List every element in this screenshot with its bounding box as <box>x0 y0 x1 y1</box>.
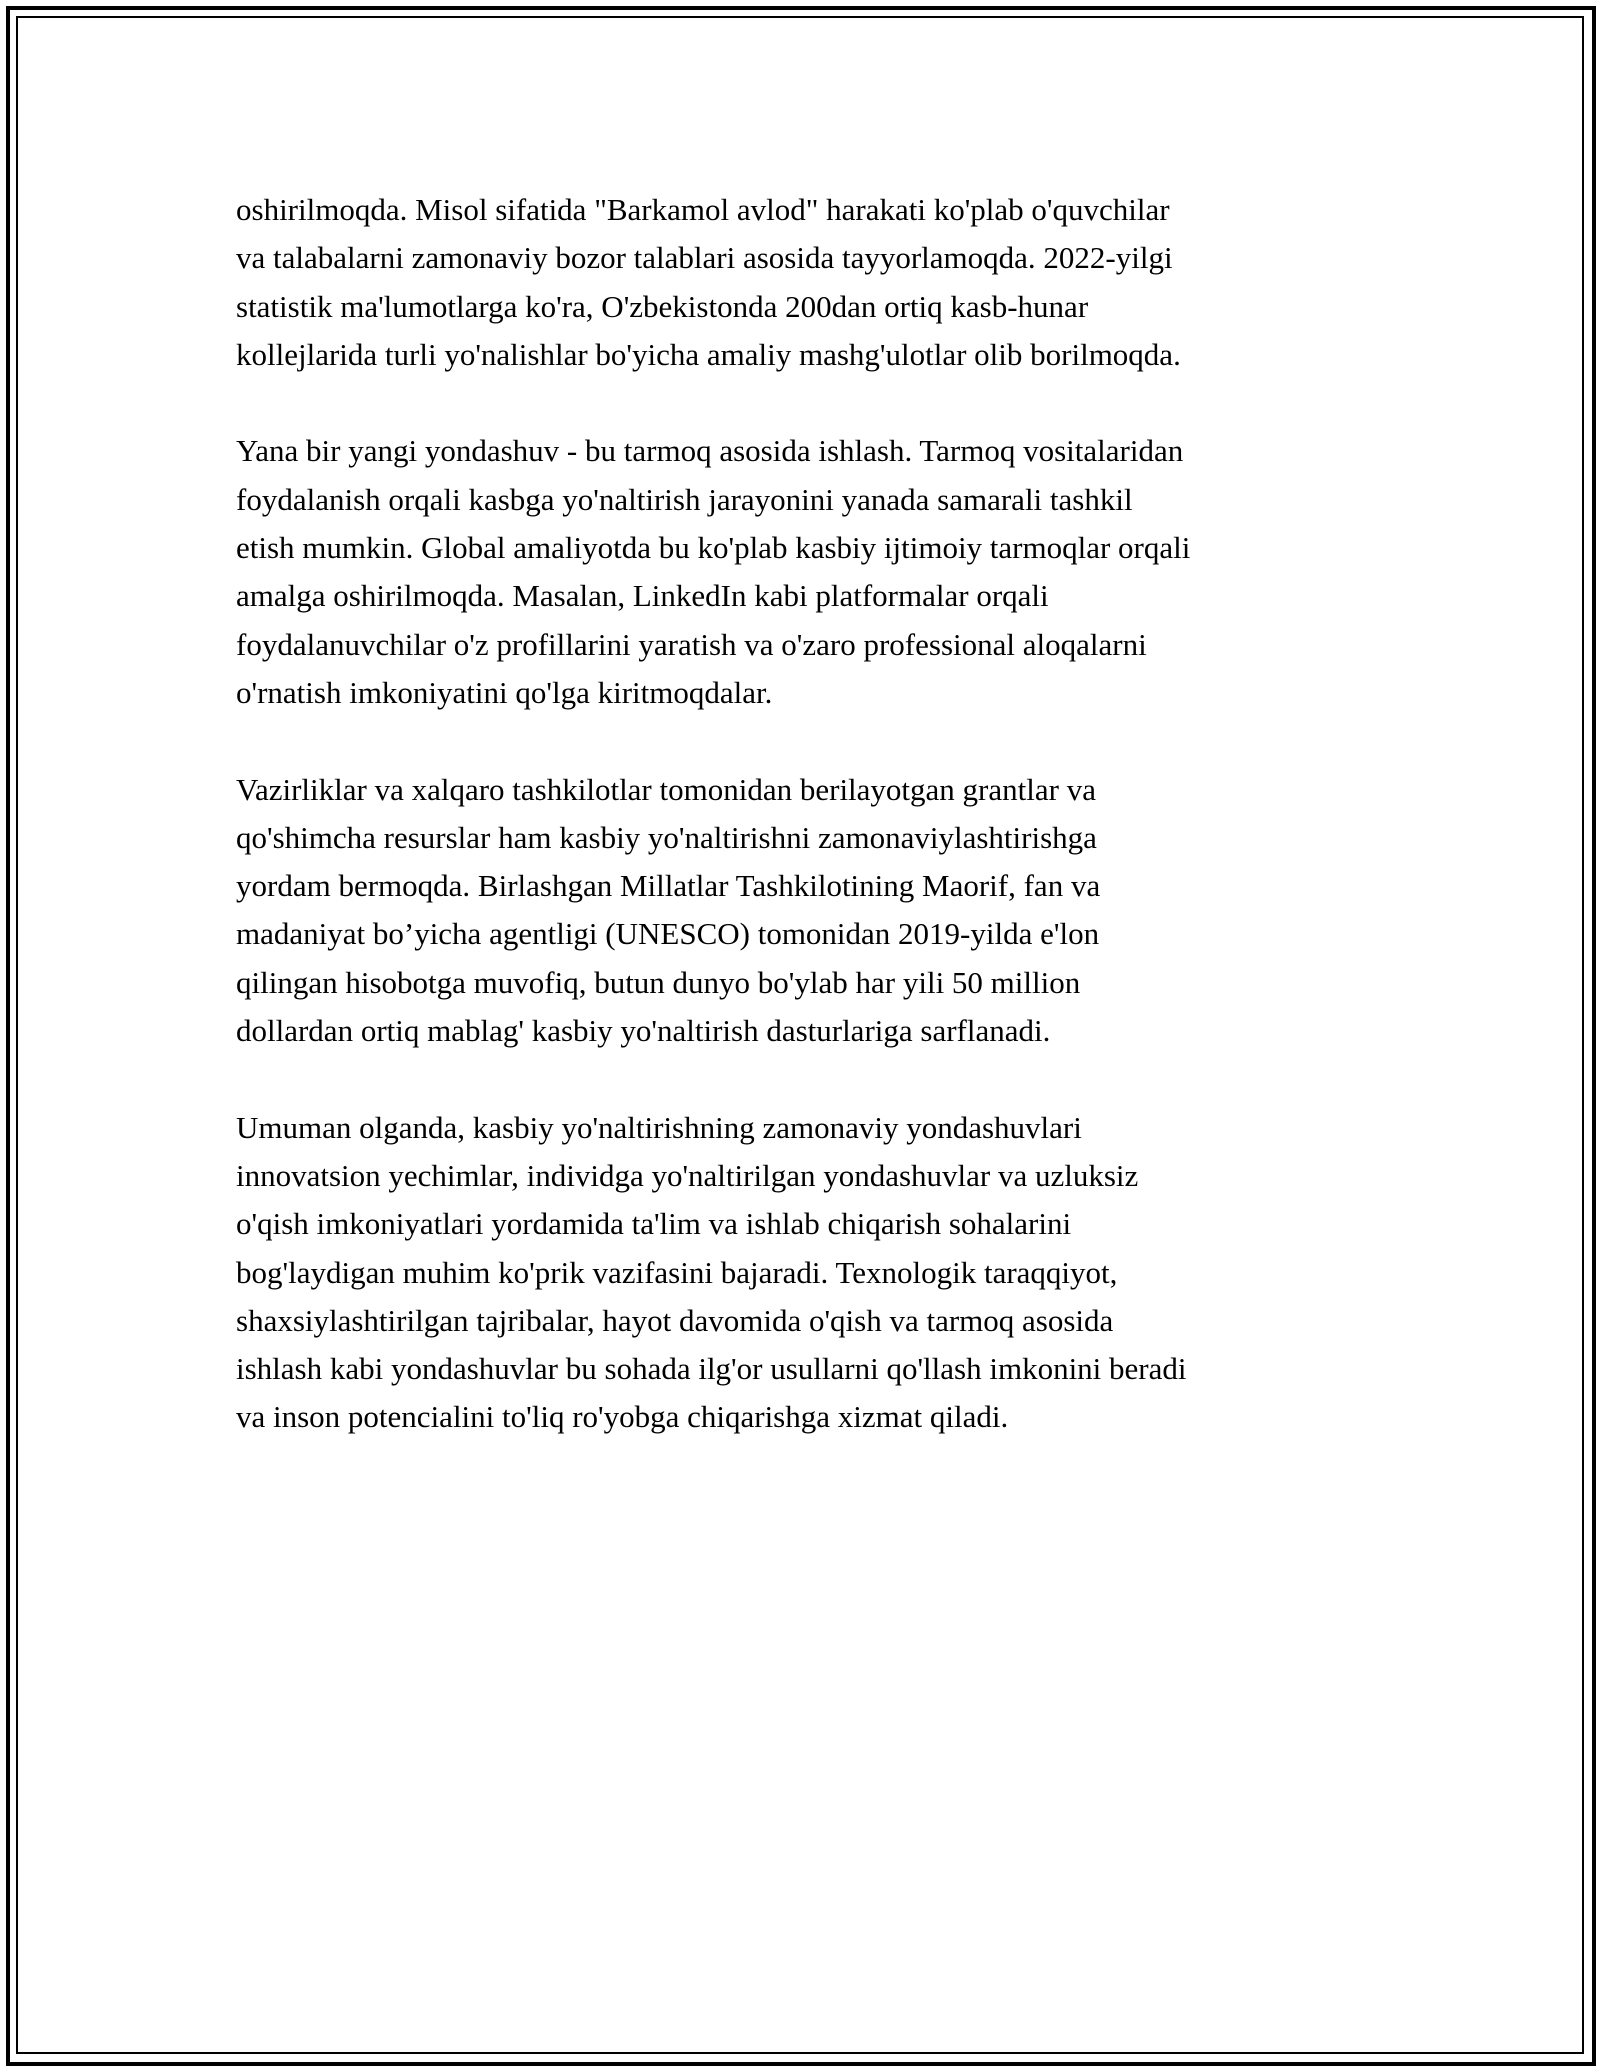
text-line: qilingan hisobotga muvofiq, butun dunyo bo'ylab har yili 50 million <box>236 964 1081 1000</box>
paragraph-2 <box>236 427 1366 717</box>
text-line: Yana bir yangi yondashuv - bu tarmoq asosida ishlash. Tarmoq vositalaridan <box>236 433 1184 469</box>
text-line: amalga oshirilmoqda. Masalan, LinkedIn kabi platformalar orqali <box>236 578 1049 614</box>
text-line: qo'shimcha resurslar ham kasbiy yo'naltirishni zamonaviylashtirishga <box>236 819 1097 855</box>
text-line: foydalanish orqali kasbga yo'naltirish jarayonini yanada samarali tashkil <box>236 481 1133 517</box>
text-line: etish mumkin. Global amaliyotda bu ko'plab kasbiy ijtimoiy tarmoqlar orqali <box>236 530 1191 566</box>
paragraph-1 <box>236 186 1366 379</box>
text-line: ishlash kabi yondashuvlar bu sohada ilg'or usullarni qo'llash imkonini beradi <box>236 1351 1187 1387</box>
text-line: bog'laydigan muhim ko'prik vazifasini bajaradi. Texnologik taraqqiyot, <box>236 1254 1118 1290</box>
document-body <box>236 186 1366 1490</box>
text-line: va talabalarni zamonaviy bozor talablari asosida tayyorlamoqda. 2022-yilgi <box>236 240 1173 276</box>
text-line: innovatsion yechimlar, individga yo'naltirilgan yondashuvlar va uzluksiz <box>236 1157 1139 1193</box>
text-line: shaxsiylashtirilgan tajribalar, hayot davomida o'qish va tarmoq asosida <box>236 1302 1114 1338</box>
text-line: Umuman olganda, kasbiy yo'naltirishning zamonaviy yondashuvlari <box>236 1109 1082 1145</box>
paragraph-4 <box>236 1104 1366 1442</box>
text-line: Vazirliklar va xalqaro tashkilotlar tomonidan berilayotgan grantlar va <box>236 771 1096 807</box>
text-line: kollejlarida turli yo'nalishlar bo'yicha amaliy mashg'ulotlar olib borilmoqda. <box>236 336 1181 372</box>
text-line: statistik ma'lumotlarga ko'ra, O'zbekistonda 200dan ortiq kasb-hunar <box>236 288 1089 324</box>
paragraph-3 <box>236 766 1366 1056</box>
text-line: oshirilmoqda. Misol sifatida "Barkamol avlod" harakati ko'plab o'quvchilar <box>236 192 1170 227</box>
text-line: madaniyat bo’yicha agentligi (UNESCO) tomonidan 2019-yilda e'lon <box>236 916 1100 952</box>
text-line: va inson potencialini to'liq ro'yobga chiqarishga xizmat qiladi. <box>236 1399 1009 1435</box>
text-line: o'qish imkoniyatlari yordamida ta'lim va ishlab chiqarish sohalarini <box>236 1206 1072 1242</box>
text-line: foydalanuvchilar o'z profillarini yaratish va o'zaro professional aloqalarni <box>236 626 1147 662</box>
text-line: yordam bermoqda. Birlashgan Millatlar Tashkilotining Maorif, fan va <box>236 868 1101 904</box>
text-line: dollardan ortiq mablag' kasbiy yo'naltirish dasturlariga sarflanadi. <box>236 1013 1051 1049</box>
text-line: o'rnatish imkoniyatini qo'lga kiritmoqdalar. <box>236 674 773 710</box>
